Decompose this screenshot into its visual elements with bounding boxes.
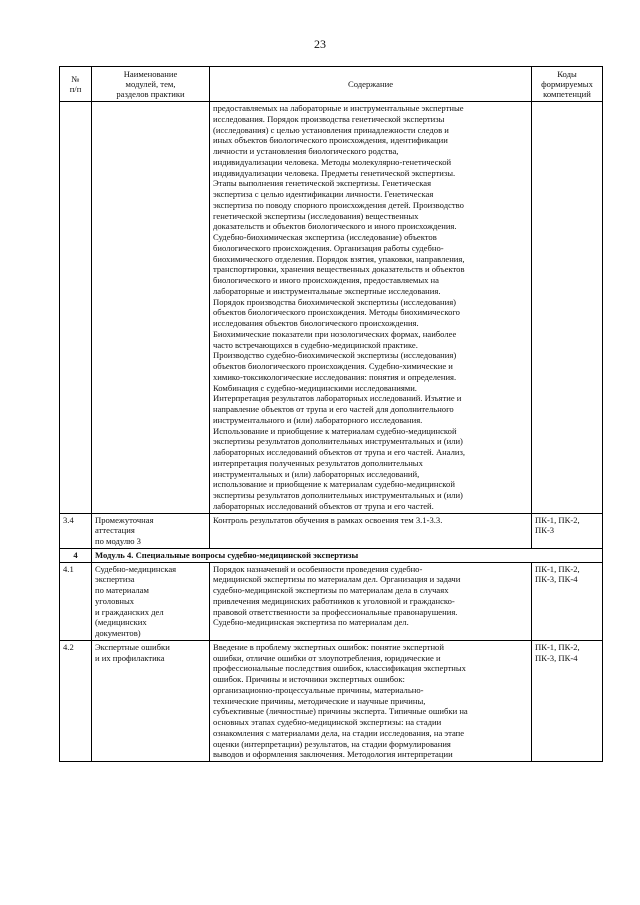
cell-line: Этапы выполнения генетической экспертизы. Генетическая xyxy=(213,178,432,189)
cell-line: Судебно-медицинская экспертиза по материалам дел. xyxy=(213,617,409,628)
cell-line: экспертиза xyxy=(95,574,135,585)
cell-line: технические причины, методические и научные причины, xyxy=(213,695,426,706)
header-line: модулей, тем, xyxy=(125,79,176,89)
curriculum-table xyxy=(59,66,603,762)
cell-line: и их профилактика xyxy=(95,652,165,663)
cell-line: Судебно-биохимическая экспертиза (исследование) объектов xyxy=(213,232,437,242)
cell-line: биологического и иного происхождения, предоставляемых на xyxy=(213,275,439,285)
cell-line: ошибки, отличие ошибки от злоупотребления, юридические и xyxy=(213,652,441,663)
cell-line: оценки (интерпретации) результатов, на стадии формулирования xyxy=(213,738,451,749)
cell-line: правовой ответственности за профессиональные правонарушения. xyxy=(213,606,458,617)
cell-line: Биохимические показатели при нозологических формах, наиболее xyxy=(213,328,457,339)
cell-line: личности и установления биологического родства, xyxy=(213,146,399,156)
cell-line: выводов и оформления заключения. Методология интерпретации xyxy=(213,749,453,760)
cell-line: основных этапах судебно-медицинской экспертизы: на стадии xyxy=(213,717,442,727)
row-module-name xyxy=(92,102,210,514)
cell-line: аттестация xyxy=(95,525,135,536)
cell-line: Интерпретация результатов лабораторных исследований. Изъятие и xyxy=(213,393,462,404)
cell-line: Комбинация с судебно-медицинскими исследованиями. xyxy=(213,382,417,393)
cell-line: Судебно-медицинская xyxy=(95,563,177,574)
cell-line: и гражданских дел xyxy=(95,606,164,617)
cell-line: по модулю 3 xyxy=(95,536,141,546)
table-header-row xyxy=(60,67,603,102)
page-number: 23 xyxy=(314,37,326,51)
cell-line: лабораторных исследований объектов от трупа и его частей. Анализ, xyxy=(213,447,466,457)
header-line: разделов практики xyxy=(116,89,185,99)
row-number: 3.4 xyxy=(60,513,92,548)
row-module-name xyxy=(92,562,210,640)
cell-line: Производство судебно-биохимической экспертизы (исследования) xyxy=(213,350,457,361)
row-number: 4.1 xyxy=(60,562,92,640)
cell-line: лабораторных исследований объектов от трупа и его частей. xyxy=(213,500,434,511)
row-module-name xyxy=(92,640,210,761)
cell-line: транспортировки, хранения вещественных доказательств и объектов xyxy=(213,264,465,275)
cell-line: экспертиза по поводу спорного происхождения детей. Производство xyxy=(213,199,464,210)
cell-line: объектов биологического происхождения. Судебно-химические и xyxy=(213,361,453,371)
cell-line: доказательств и объектов биологического и иного происхождения. xyxy=(213,221,457,232)
cell-line: экспертиза с целью идентификации личности. Генетическая xyxy=(213,189,434,199)
cell-line: направление объектов от трупа и его частей для дополнительного xyxy=(213,404,454,414)
row-competency-codes xyxy=(532,562,603,640)
header-line: компетенций xyxy=(543,89,591,99)
row-content xyxy=(210,102,532,514)
row-module-name xyxy=(92,513,210,548)
header-number xyxy=(60,67,92,102)
cell-line: исследования. Порядок производства генетической экспертизы xyxy=(213,113,445,124)
cell-line: ПК-3, ПК-4 xyxy=(535,574,578,585)
row-competency-codes xyxy=(532,513,603,548)
row-competency-codes xyxy=(532,102,603,514)
cell-line: Использование и приобщение к материалам судебно-медицинской xyxy=(213,425,457,436)
cell-line: экспертизы результатов дополнительных инструментальных и (или) xyxy=(213,436,463,447)
cell-line: использование и приобщение к материалам судебно-медицинской xyxy=(213,479,455,490)
cell-line: инструментальных и (или) лабораторных исследований, xyxy=(213,468,420,479)
cell-line: предоставляемых на лабораторные и инструментальные экспертные xyxy=(213,103,464,113)
row-competency-codes xyxy=(532,640,603,761)
cell-line: документов) xyxy=(95,628,141,638)
cell-line: привлечения медицинских работников к уголовной и гражданско- xyxy=(213,595,455,606)
header-line: Коды xyxy=(557,69,577,79)
module-number: 4 xyxy=(60,548,92,562)
cell-line: инструментального и (или) лабораторного исследования. xyxy=(213,414,423,425)
cell-line: Порядок назначений и особенности проведения судебно- xyxy=(213,563,423,574)
table-row xyxy=(60,513,603,548)
cell-line: по материалам xyxy=(95,585,149,595)
cell-line: ошибок. Причины и источники экспертных ошибок: xyxy=(213,674,405,684)
row-content xyxy=(210,513,532,548)
header-competency-codes xyxy=(532,67,603,102)
cell-line: биохимического отделения. Порядок взятия, упаковки, направления, xyxy=(213,253,465,264)
header-content: Содержание xyxy=(210,67,532,102)
cell-line: исследования объектов биологического происхождения. xyxy=(213,318,419,328)
module-header-row xyxy=(60,548,603,562)
cell-line: уголовных xyxy=(95,595,135,606)
cell-line: индивидуализации человека. Методы молекулярно-генетической xyxy=(213,156,452,167)
cell-line: Промежуточная xyxy=(95,514,154,525)
cell-line: ПК-1, ПК-2, xyxy=(535,563,580,574)
cell-line: генетической экспертизы (исследования) вещественных xyxy=(213,210,419,221)
cell-line: Экспертные ошибки xyxy=(95,641,170,652)
module-title: Модуль 4. Специальные вопросы судебно-медицинской экспертизы xyxy=(92,548,603,562)
cell-line: ознакомления с материалами дела, на стадии исследования, на этапе xyxy=(213,727,465,738)
header-line: № xyxy=(71,74,80,84)
table-row xyxy=(60,562,603,640)
table-row xyxy=(60,640,603,761)
cell-line: Порядок производства биохимической экспертизы (исследования) xyxy=(213,296,457,307)
cell-line: химико-токсикологические исследования: понятия и определения. xyxy=(213,371,457,382)
header-module-name xyxy=(92,67,210,102)
header-line: п/п xyxy=(69,84,82,94)
cell-line: индивидуализации человека. Предметы генетической экспертизы. xyxy=(213,167,456,178)
header-line: формируемых xyxy=(541,79,593,89)
cell-line: ПК-3, ПК-4 xyxy=(535,652,578,663)
cell-line: объектов биологического происхождения. Методы биохимического xyxy=(213,307,460,318)
table-body xyxy=(60,102,603,762)
cell-line: организационно-процессуальные причины, материально- xyxy=(213,684,424,695)
cell-line: ПК-1, ПК-2, xyxy=(535,641,580,652)
cell-line: ПК-3 xyxy=(535,525,555,536)
row-number: 4.2 xyxy=(60,640,92,761)
row-content xyxy=(210,640,532,761)
table-row xyxy=(60,102,603,514)
cell-line: (исследования) с целью установления принадлежности следов и xyxy=(213,124,449,135)
cell-line: Введение в проблему экспертных ошибок: понятие экспертной xyxy=(213,641,444,652)
cell-line: субъективные (личностные) причины эксперта. Типичные ошибки на xyxy=(213,706,468,717)
cell-line: медицинской экспертизы по материалам дел. Организация и задачи xyxy=(213,574,461,585)
cell-line: ПК-1, ПК-2, xyxy=(535,514,580,525)
cell-line: судебно-медицинской экспертизы по материалам дела в случаях xyxy=(213,585,449,595)
header-line: Наименование xyxy=(123,69,178,79)
cell-line: интерпретация полученных результатов дополнительных xyxy=(213,457,423,468)
cell-line: (медицинских xyxy=(95,617,147,628)
cell-line: профессиональные последствия ошибок, классификация экспертных xyxy=(213,663,466,674)
cell-line: иных объектов биологического происхождения, идентификации xyxy=(213,135,448,146)
cell-line: Контроль результатов обучения в рамках освоения тем 3.1-3.3. xyxy=(213,514,443,525)
row-content xyxy=(210,562,532,640)
cell-line: биологического происхождения. Организация работы судебно- xyxy=(213,242,444,253)
cell-line: часто встречающихся в судебно-медицинской практике. xyxy=(213,339,418,350)
cell-line: экспертизы результатов дополнительных инструментальных и (или) xyxy=(213,490,463,500)
row-number xyxy=(60,102,92,514)
cell-line: лабораторные и инструментальные экспертные исследования. xyxy=(213,285,441,296)
